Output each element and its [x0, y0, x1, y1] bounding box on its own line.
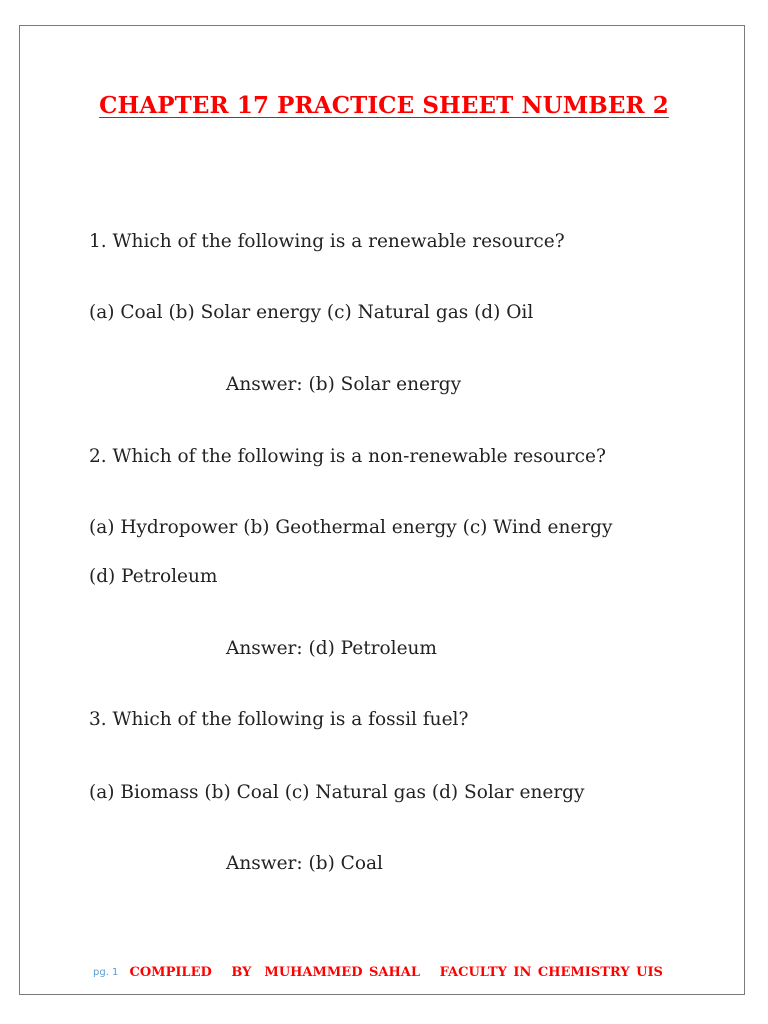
page-title: CHAPTER 17 PRACTICE SHEET NUMBER 2: [99, 92, 669, 119]
question-3-answer: Answer: (b) Coal: [226, 853, 383, 874]
question-1-answer: Answer: (b) Solar energy: [226, 374, 462, 395]
page-border: [19, 25, 745, 995]
page-number: pg. 1: [93, 967, 119, 978]
question-1-options: (a) Coal (b) Solar energy (c) Natural gas (d) Oil: [89, 302, 534, 323]
question-3-options: (a) Biomass (b) Coal (c) Natural gas (d) Solar energy: [89, 782, 585, 803]
question-2-answer: Answer: (d) Petroleum: [226, 638, 437, 659]
page-footer: [93, 961, 663, 980]
question-3: 3. Which of the following is a fossil fuel?: [89, 709, 469, 730]
question-2-options-continued: (d) Petroleum: [89, 566, 218, 587]
question-2-options: (a) Hydropower (b) Geothermal energy (c) Wind energy: [89, 517, 613, 538]
question-1: 1. Which of the following is a renewable resource?: [89, 231, 565, 252]
compiled-by-credit: COMPILED BY MUHAMMED SAHAL FACULTY IN CHEMISTRY UIS: [129, 965, 663, 980]
question-2: 2. Which of the following is a non-renewable resource?: [89, 446, 606, 467]
